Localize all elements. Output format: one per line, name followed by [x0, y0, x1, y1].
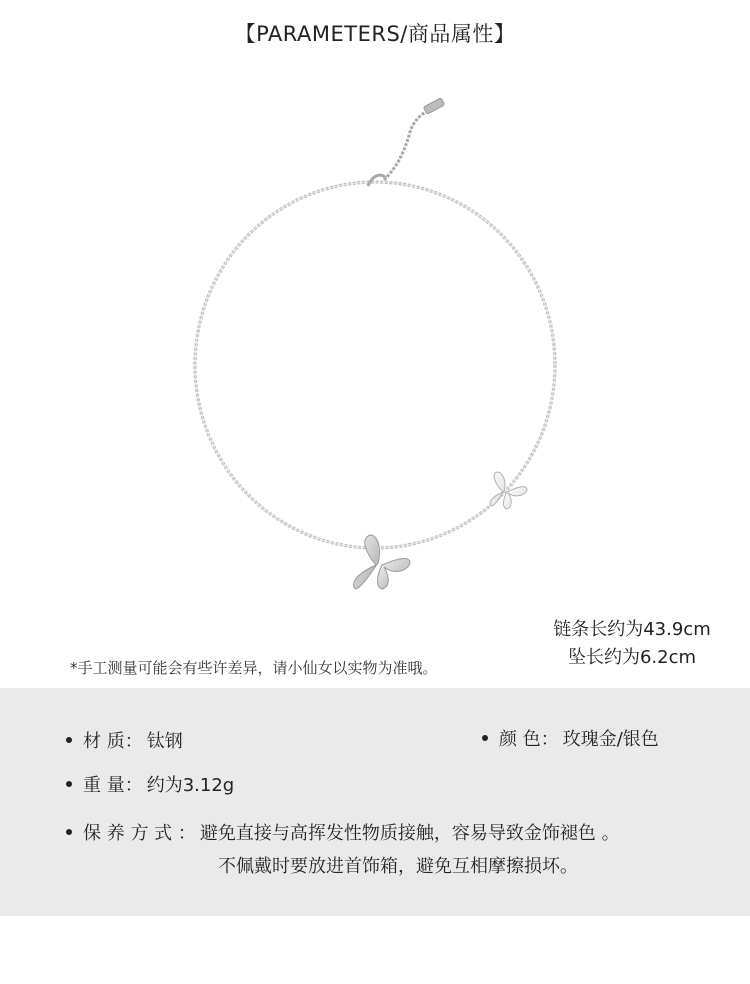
pendant-length: 坠长约为6.2cm [567, 647, 697, 668]
spec-label: 重 量： [83, 775, 143, 796]
page-title: 【PARAMETERS/商品属性】 [234, 22, 516, 46]
spec-label: 材 质： [83, 731, 143, 752]
measurement-note: *手工测量可能会有些许差异，请小仙女以实物为准哦。 [70, 659, 438, 677]
bullet-icon [66, 781, 72, 787]
spec-value: 约为3.12g [146, 775, 235, 796]
spec-care [66, 819, 620, 845]
spec-panel [0, 688, 750, 916]
spec-value: 避免直接与高挥发性物质接触，容易导致金饰褪色 。 [199, 823, 620, 844]
spec-weight [66, 771, 234, 797]
bullet-icon [482, 735, 488, 741]
spec-label: 保 养 方 式 ： [83, 823, 196, 844]
bullet-icon [66, 829, 72, 835]
spec-value: 钛钢 [146, 731, 183, 752]
bullet-icon [66, 737, 72, 743]
extender-tag [423, 98, 444, 114]
chain-length: 链条长约为43.9cm [553, 619, 711, 640]
spec-color [482, 725, 659, 751]
measurements [532, 616, 732, 672]
spec-value: 玫瑰金/银色 [562, 729, 659, 750]
clasp-extender [368, 110, 430, 186]
butterfly-pendant-small [490, 472, 527, 509]
spec-material [66, 727, 183, 753]
spec-label: 颜 色： [499, 729, 559, 750]
butterfly-pendant-large [353, 535, 410, 589]
care-line-2: 不佩戴时要放进首饰箱，避免互相摩擦损坏。 [218, 856, 578, 877]
